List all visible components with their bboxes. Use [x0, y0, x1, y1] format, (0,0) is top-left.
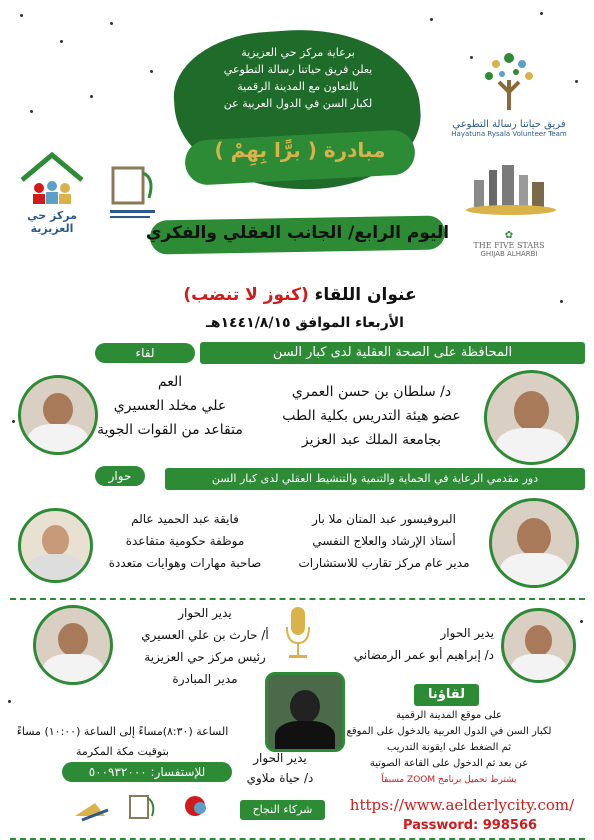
five-stars-sub: GHIJAB ALHARBI	[480, 250, 538, 258]
moderator-photo-harith	[33, 605, 113, 685]
section2-title: دور مقدمي الرعاية في الحماية والتنمية والتنشيط العقلي لدى كبار السن	[165, 468, 585, 490]
moderator-ibrahim	[304, 622, 494, 666]
city-skyline-logo	[464, 160, 559, 215]
speaker-ali	[95, 370, 245, 442]
sponsor-line: يعلن فريق حياتنا رسالة التطوعي	[223, 63, 373, 76]
moderator-hayat	[235, 748, 325, 788]
sponsor-line: برعاية مركز حي العزيزية	[241, 46, 355, 59]
section1-title: المحافظة على الصحة العقلية لدى كبار السن	[200, 342, 585, 364]
speaker-photo-abdulmannan	[489, 498, 579, 588]
aziziyah-logo	[12, 150, 92, 235]
meet-us-line: لكبار السن في الدول العربية بالدخول على الموقع	[346, 726, 552, 737]
section-divider	[10, 598, 585, 600]
meet-us-details	[319, 708, 579, 788]
moderator-role: رئيس مركز حي العزيزية	[144, 650, 266, 664]
initiative-title: مبادرة ( برًّا بِهِمْ )	[214, 138, 386, 162]
aziziyah-logo-text: مركز حي العزيزية	[27, 209, 77, 235]
day-title: اليوم الرابع/ الجانب العقلي والفكري	[145, 223, 450, 243]
zoom-note: يشترط تحميل برنامج ZOOM مسبقاً	[381, 775, 517, 785]
speaker-sultan	[264, 380, 479, 452]
speaker-affiliation: بجامعة الملك عبد العزيز	[301, 432, 442, 448]
microphone-icon	[283, 605, 313, 665]
zoom-password: Password: 998566	[402, 818, 538, 833]
moderator-name: د/ حياة ملاوي	[246, 771, 314, 785]
sponsor-line: بالتعاون مع المدينة الرقمية	[237, 80, 359, 93]
speaker-name: فايقة عبد الحميد عالم	[131, 512, 239, 526]
partner-logos	[70, 788, 230, 828]
speaker-role: موظفة حكومية متقاعدة	[125, 534, 245, 548]
speaker-photo-sultan	[484, 370, 579, 465]
speaker-name: د/ سلطان بن حسن العمري	[291, 384, 452, 400]
speaker-name: علي مخلد العسيري	[113, 398, 227, 414]
meeting-title: (كنوز لا تنضب)	[183, 285, 309, 305]
flower-icon: ✿	[504, 230, 514, 241]
speaker-description: صاحبة مهارات وهوايات متعددة	[108, 556, 262, 570]
date-line: الأربعاء الموافق ١٤٤١/٨/١٥هـ	[206, 315, 404, 331]
five-stars-text: THE FIVE STARS	[473, 241, 545, 250]
moderator-label: يدير الحوار	[253, 751, 307, 765]
speaker-abdulmannan	[279, 508, 489, 574]
meeting-label: عنوان اللقاء	[314, 285, 417, 305]
speaker-faiqa	[90, 508, 280, 574]
speaker-role: أستاذ الإرشاد والعلاج النفسي	[312, 534, 456, 548]
timezone: بتوقيت مكة المكرمة	[75, 745, 169, 758]
moderator-photo-hayat	[265, 672, 345, 752]
speaker-role: متقاعد من القوات الجوية	[97, 422, 243, 438]
sponsor-line: لكبار السن في الدول العربية عن	[223, 97, 373, 110]
speaker-photo-faiqa	[18, 508, 93, 583]
speaker-role: عضو هيئة التدريس بكلية الطب	[282, 408, 461, 424]
meet-us-line: عن بعد ثم الدخول على القاعة الصوتية	[369, 758, 529, 769]
house-icon	[17, 150, 87, 205]
meet-us-line: على موقع المدينة الرقمية	[395, 710, 503, 721]
speaker-photo-ali	[18, 375, 98, 455]
meet-us-title: لقاؤنا	[414, 684, 479, 706]
team-logo	[444, 40, 574, 138]
moderator-photo-ibrahim	[501, 608, 576, 683]
time-range: الساعة (٨:٣٠)مساءً إلى الساعة (١٠:٠٠) مساءً	[16, 725, 229, 738]
meeting-title-line	[170, 285, 430, 305]
moderator-label: يدير الحوار	[440, 626, 494, 640]
sponsor-text	[188, 44, 408, 112]
tree-icon	[474, 40, 544, 115]
speaker-affiliation: مدير عام مركز تقارب للاستشارات	[298, 556, 470, 570]
inquiry-phone: للإستفسار: ٥٠٠٩٣٢٠٠٠	[62, 762, 232, 782]
moderator-harith	[140, 602, 270, 690]
partners-label: شركاء النجاح	[240, 800, 325, 820]
meet-us-line: ثم الضغط على ايقونة التدريب	[386, 742, 512, 753]
time-info	[10, 722, 235, 762]
speaker-title: العم	[157, 374, 183, 390]
five-stars-logo	[464, 230, 554, 258]
moderator-label: يدير الحوار	[178, 606, 232, 620]
section1-tag: لقاء	[95, 343, 195, 363]
website-url[interactable]: https://www.aelderlycity.com/	[349, 796, 575, 814]
speaker-name: البروفيسور عبد المنان ملا بار	[312, 512, 456, 526]
team-logo-ar: فريق حياتنا رسالة التطوعي	[452, 119, 566, 130]
partner-logo-icons	[70, 788, 230, 828]
moderator-name: أ/ حارث بن علي العسيري	[141, 628, 269, 642]
team-logo-en: Hayatuna Rysala Volunteer Team	[451, 130, 567, 138]
moderator-name: د/ إبراهيم أبو عمر الرمضاني	[353, 648, 494, 662]
section2-tag: حوار	[95, 466, 145, 486]
moderator-role: مدير المبادرة	[172, 672, 238, 686]
ministry-logo	[105, 158, 160, 228]
